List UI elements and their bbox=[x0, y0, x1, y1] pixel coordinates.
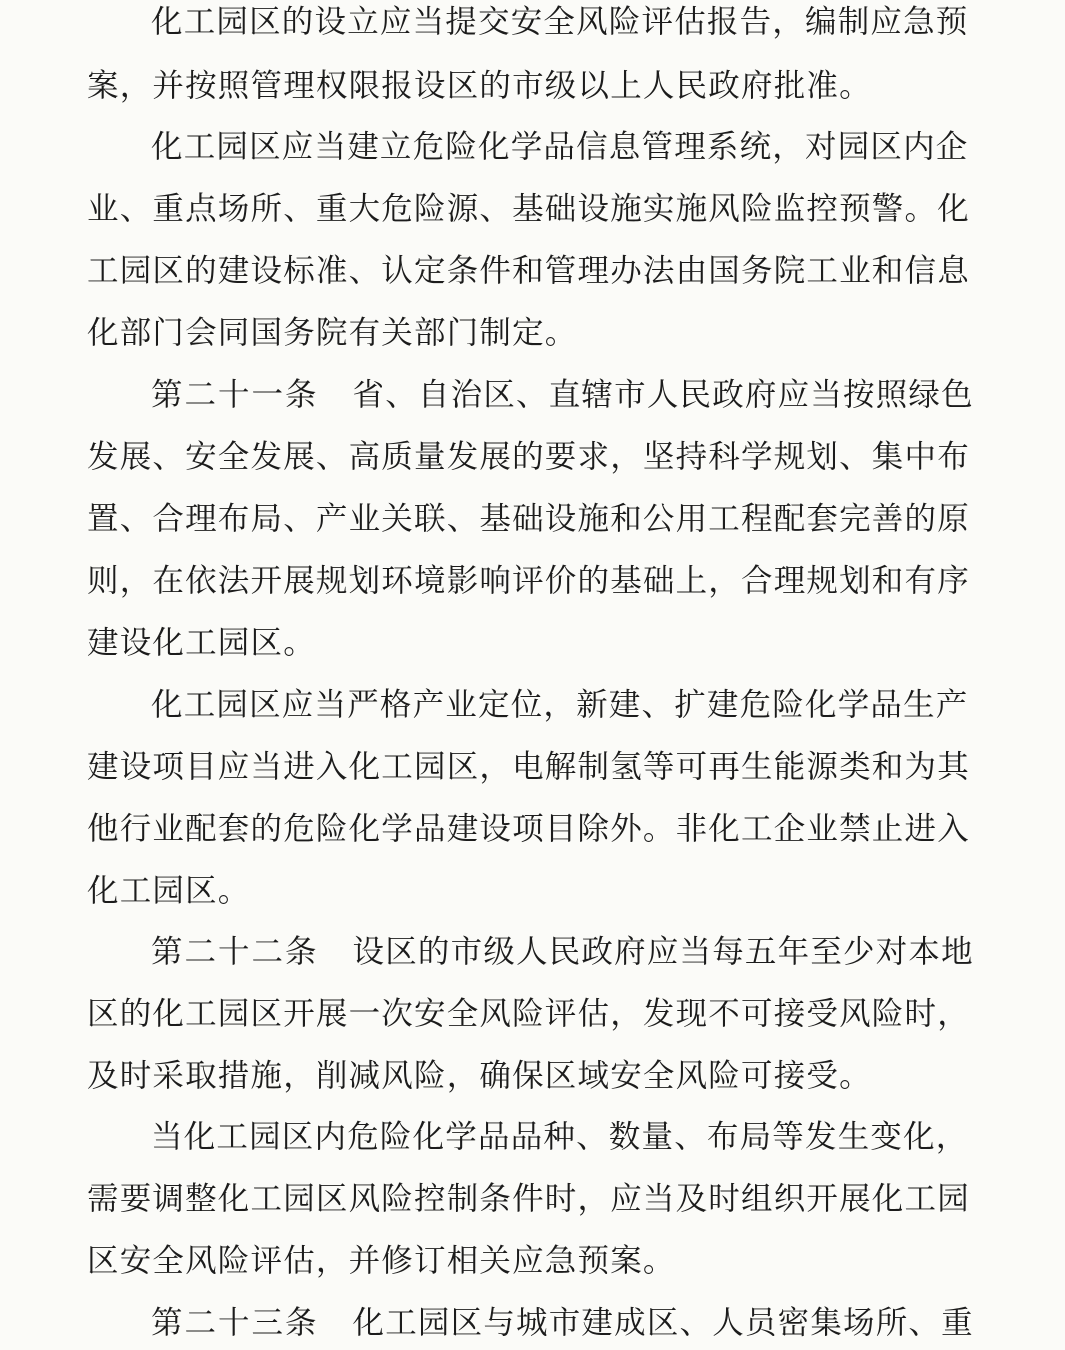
text-line: 发展、安全发展、高质量发展的要求，坚持科学规划、集中布 bbox=[87, 439, 970, 475]
text-line: 建设化工园区。 bbox=[87, 625, 316, 661]
text-line: 案，并按照管理权限报设区的市级以上人民政府批准。 bbox=[87, 68, 872, 104]
text-line: 置、合理布局、产业关联、基础设施和公用工程配套完善的原 bbox=[87, 501, 970, 537]
text-line: 化工园区与城市建成区、人员密集场所、重 bbox=[352, 1305, 974, 1341]
article-paragraph-start bbox=[151, 932, 974, 972]
text-line: 化部门会同国务院有关部门制定。 bbox=[87, 315, 578, 351]
article-paragraph-start bbox=[151, 1303, 974, 1343]
text-line: 区的化工园区开展一次安全风险评估，发现不可接受风险时， bbox=[87, 996, 970, 1032]
text-line: 业、重点场所、重大危险源、基础设施实施风险监控预警。化 bbox=[87, 191, 970, 227]
text-line: 化工园区。 bbox=[87, 873, 251, 909]
article-number: 第二十一条 bbox=[151, 377, 319, 413]
text-line: 区安全风险评估，并修订相关应急预案。 bbox=[87, 1243, 676, 1279]
article-paragraph-start bbox=[151, 375, 974, 415]
text-line: 化工园区的设立应当提交安全风险评估报告，编制应急预 bbox=[151, 4, 969, 40]
text-line: 省、自治区、直辖市人民政府应当按照绿色 bbox=[352, 377, 974, 413]
text-line: 设区的市级人民政府应当每五年至少对本地 bbox=[352, 934, 974, 970]
text-line: 需要调整化工园区风险控制条件时，应当及时组织开展化工园 bbox=[87, 1181, 970, 1217]
text-line: 及时采取措施，削减风险，确保区域安全风险可接受。 bbox=[87, 1058, 872, 1094]
text-line: 工园区的建设标准、认定条件和管理办法由国务院工业和信息 bbox=[87, 253, 970, 289]
article-number: 第二十三条 bbox=[151, 1305, 319, 1341]
text-line: 化工园区应当建立危险化学品信息管理系统，对园区内企 bbox=[151, 129, 969, 165]
text-line: 化工园区应当严格产业定位，新建、扩建危险化学品生产 bbox=[151, 687, 969, 723]
text-line: 建设项目应当进入化工园区，电解制氢等可再生能源类和为其 bbox=[87, 749, 970, 785]
text-line: 当化工园区内危险化学品品种、数量、布局等发生变化， bbox=[151, 1119, 969, 1155]
text-line: 他行业配套的危险化学品建设项目除外。非化工企业禁止进入 bbox=[87, 811, 970, 847]
text-line: 则，在依法开展规划环境影响评价的基础上，合理规划和有序 bbox=[87, 563, 970, 599]
article-number: 第二十二条 bbox=[151, 934, 319, 970]
